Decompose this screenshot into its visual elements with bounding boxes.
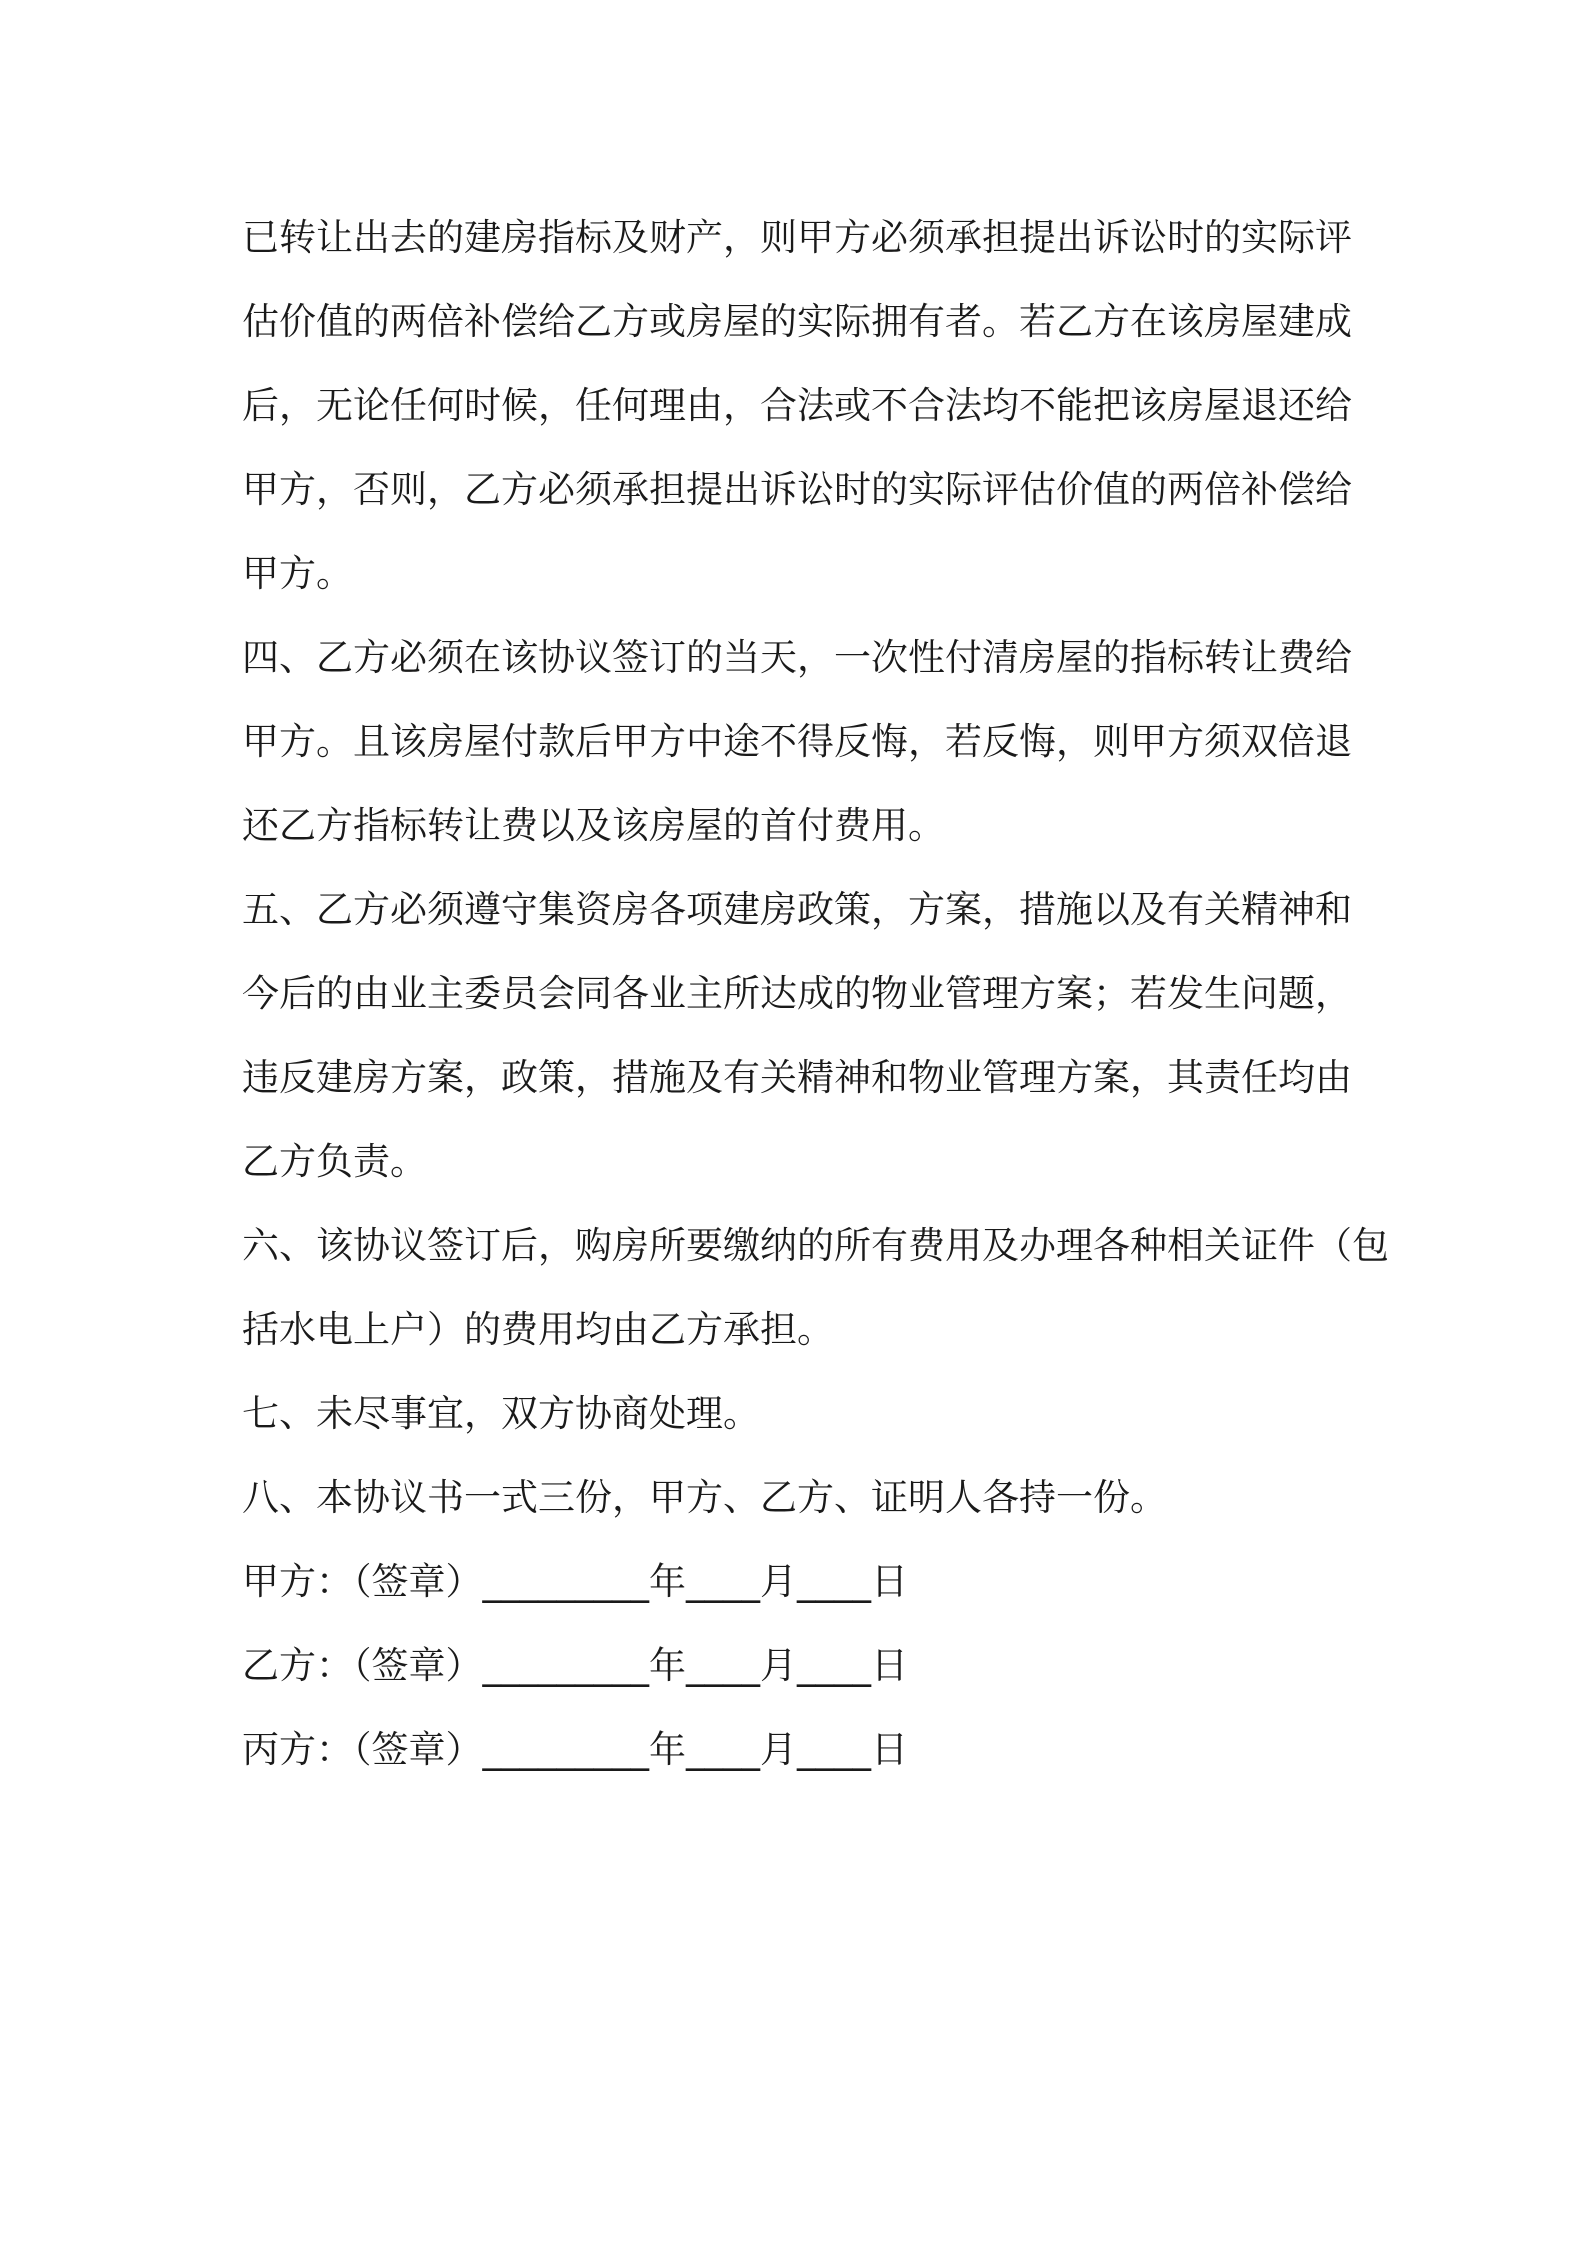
clause-7-line: 七、未尽事宜，双方协商处理。 (242, 1392, 760, 1435)
clause-6-line: 括水电上户）的费用均由乙方承担。 (242, 1308, 834, 1351)
clause-5-line: 乙方负责。 (242, 1140, 427, 1183)
body-line: 甲方，否则，乙方必须承担提出诉讼时的实际评估价值的两倍补偿给 (242, 468, 1352, 511)
clause-5-line: 今后的由业主委员会同各业主所达成的物业管理方案；若发生问题， (242, 972, 1352, 1015)
clause-4-line: 四、乙方必须在该协议签订的当天，一次性付清房屋的指标转让费给 (242, 636, 1352, 679)
body-line: 已转让出去的建房指标及财产，则甲方必须承担提出诉讼时的实际评 (242, 216, 1352, 259)
document-body (242, 196, 1389, 1792)
clause-4-line: 甲方。且该房屋付款后甲方中途不得反悔，若反悔，则甲方须双倍退 (242, 720, 1352, 763)
body-line: 甲方。 (242, 552, 353, 595)
clause-4-line: 还乙方指标转让费以及该房屋的首付费用。 (242, 804, 945, 847)
clause-6-line: 六、该协议签订后，购房所要缴纳的所有费用及办理各种相关证件（包 (242, 1224, 1389, 1267)
body-line: 后，无论任何时候，任何理由，合法或不合法均不能把该房屋退还给 (242, 384, 1352, 427)
signature-party-c: 丙方：（签章）_________年____月____日 (242, 1728, 908, 1771)
clause-5-line: 五、乙方必须遵守集资房各项建房政策，方案，措施以及有关精神和 (242, 888, 1352, 931)
clause-8-line: 八、本协议书一式三份，甲方、乙方、证明人各持一份。 (242, 1476, 1167, 1519)
clause-5-line: 违反建房方案，政策，措施及有关精神和物业管理方案，其责任均由 (242, 1056, 1352, 1099)
signature-party-b: 乙方：（签章）_________年____月____日 (242, 1644, 908, 1687)
signature-party-a: 甲方：（签章）_________年____月____日 (242, 1560, 908, 1603)
body-line: 估价值的两倍补偿给乙方或房屋的实际拥有者。若乙方在该房屋建成 (242, 300, 1352, 343)
